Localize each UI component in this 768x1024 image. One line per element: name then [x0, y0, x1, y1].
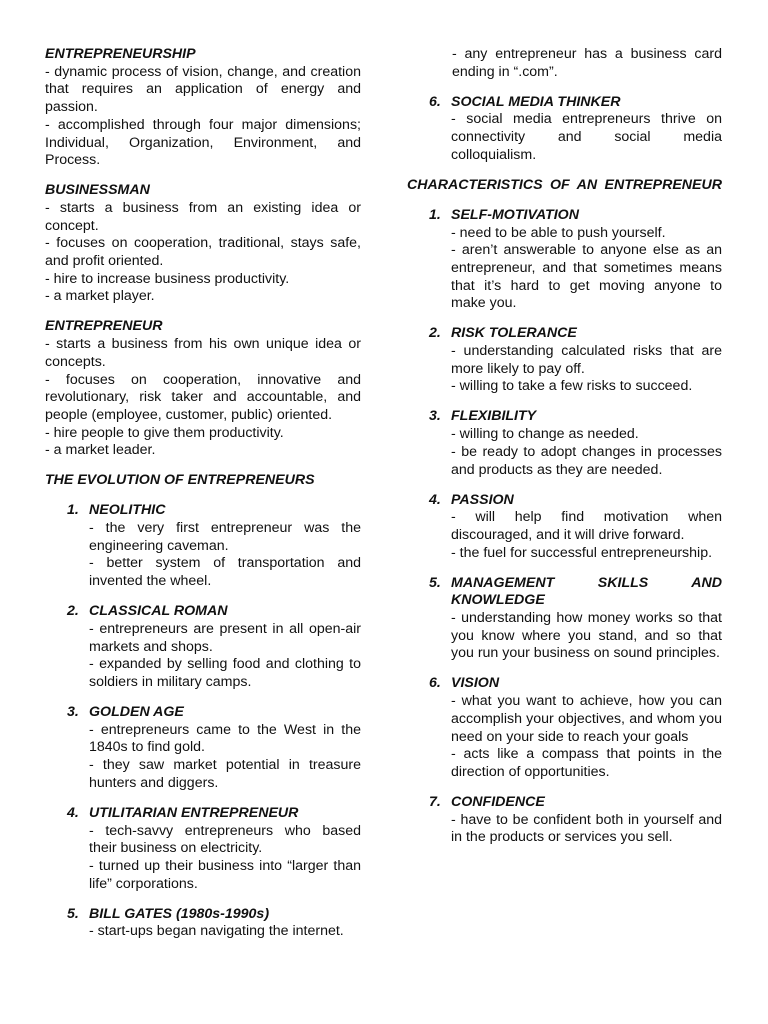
item-number: 5. — [67, 905, 79, 922]
text-line: - expanded by selling food and clothing to soldiers in military camps. — [89, 656, 361, 690]
evolution-list-continued — [429, 94, 722, 165]
item-title: CLASSICAL ROMAN — [89, 603, 228, 620]
item-title: BILL GATES (1980s-1990s) — [89, 905, 270, 922]
section-heading: BUSINESSMAN — [45, 182, 150, 199]
section-heading: ENTREPRENEURSHIP — [45, 46, 196, 62]
list-item — [429, 794, 722, 847]
section-characteristics — [407, 177, 722, 195]
item-number: 2. — [429, 325, 441, 342]
list-item — [429, 325, 722, 396]
text-line: - the very first entrepreneur was the engineering caveman. — [89, 520, 361, 554]
text-line: - start-ups began navigating the internet. — [89, 923, 344, 940]
list-item — [429, 575, 722, 664]
item-number: 2. — [67, 603, 79, 620]
item-number: 4. — [67, 804, 79, 821]
text-line: - acts like a compass that points in the direction of opportunities. — [451, 746, 722, 780]
item-title: NEOLITHIC — [89, 502, 166, 519]
section-heading: ENTREPRENEUR — [45, 318, 163, 335]
item-number: 1. — [429, 206, 441, 223]
item-number: 3. — [67, 703, 79, 720]
text-line: - turned up their business into “larger than life” corporations. — [89, 857, 361, 892]
list-item — [429, 675, 722, 781]
text-line: - need to be able to push yourself. — [451, 224, 666, 241]
list-item — [429, 408, 722, 479]
text-line: - the fuel for successful entrepreneurship. — [451, 544, 713, 561]
item-title: FLEXIBILITY — [451, 408, 537, 425]
text-line: - hire people to give them productivity. — [45, 424, 284, 441]
evolution-list — [67, 502, 361, 941]
text-line: - better system of transportation and invented the wheel. — [89, 555, 361, 590]
item-number: 3. — [429, 408, 441, 425]
continued-text: - any entrepreneur has a business card ending in “.com”. — [452, 46, 722, 80]
list-item — [429, 492, 722, 563]
text-line: - understanding calculated risks that are more likely to pay off. — [451, 343, 722, 377]
text-line: - starts a business from an existing idea or concept. — [45, 199, 361, 234]
text-line: - accomplished through four major dimensions; Individual, Organization, Environment, and Process. — [45, 116, 361, 169]
text-line: - aren’t answerable to anyone else as an entrepreneur, and that sometimes means that it’s hard to get moving anyone to make you. — [451, 242, 722, 312]
item-title: GOLDEN AGE — [89, 703, 184, 720]
text-line: - social media entrepreneurs thrive on connectivity and social media colloquialism. — [451, 111, 722, 163]
section-evolution — [45, 472, 361, 490]
right-column — [407, 46, 722, 859]
list-item — [67, 704, 361, 793]
item-title: UTILITARIAN ENTREPRENEUR — [89, 804, 299, 821]
item-title: SOCIAL MEDIA THINKER — [451, 93, 621, 110]
item-number: 5. — [429, 574, 441, 591]
text-line: - will help find motivation when discouraged, and it will drive forward. — [451, 509, 722, 543]
text-line: - they saw market potential in treasure hunters and diggers. — [89, 757, 361, 791]
text-line: - understanding how money works so that you know where you stand, and so that you run your business on sound principles. — [451, 610, 722, 662]
section-heading: THE EVOLUTION OF ENTREPRENEURS — [45, 472, 315, 489]
text-line: - what you want to achieve, how you can accomplish your objectives, and whom you need on your side to reach your goals — [451, 693, 722, 745]
text-line: - entrepreneurs are present in all open-air markets and shops. — [89, 620, 361, 655]
left-column — [45, 46, 361, 953]
text-line: - have to be confident both in yourself and in the products or services you sell. — [451, 811, 722, 846]
text-line: - willing to take a few risks to succeed. — [451, 378, 693, 395]
item-number: 6. — [429, 93, 441, 110]
item-number: 4. — [429, 491, 441, 508]
list-item — [429, 94, 722, 165]
text-line: - a market player. — [45, 288, 155, 305]
list-item — [429, 207, 722, 313]
text-line: - a market leader. — [45, 442, 156, 459]
text-line: - hire to increase business productivity. — [45, 270, 290, 287]
list-item — [67, 502, 361, 591]
text-line: - focuses on cooperation, innovative and revolutionary, risk taker and accountable, and people (employee, customer, public) oriented. — [45, 371, 361, 423]
item-title: VISION — [451, 675, 500, 692]
item-number: 6. — [429, 675, 441, 692]
text-line: - willing to change as needed. — [451, 426, 639, 443]
list-item — [67, 603, 361, 692]
item-title: SELF-MOTIVATION — [451, 206, 579, 223]
characteristics-list — [429, 207, 722, 847]
text-line: - starts a business from his own unique idea or concepts. — [45, 336, 361, 370]
text-line: - focuses on cooperation, traditional, stays safe, and profit oriented. — [45, 235, 361, 270]
item-title: MANAGEMENT SKILLS AND KNOWLEDGE — [451, 574, 722, 609]
section-entrepreneur — [45, 318, 361, 460]
section-businessman — [45, 182, 361, 306]
text-line: - dynamic process of vision, change, and creation that requires an application of energy and passion. — [45, 63, 361, 116]
item-title: CONFIDENCE — [451, 793, 545, 810]
list-item — [67, 906, 361, 941]
item-number: 7. — [429, 793, 441, 810]
item-title: PASSION — [451, 491, 514, 508]
text-line: - entrepreneurs came to the West in the 1840s to find gold. — [89, 721, 361, 756]
text-line: - be ready to adopt changes in processes and products as they are needed. — [451, 443, 722, 478]
list-item — [67, 805, 361, 894]
section-entrepreneurship — [45, 46, 361, 170]
text-line: - tech-savvy entrepreneurs who based their business on electricity. — [89, 822, 361, 857]
section-heading: CHARACTERISTICS OF AN ENTREPRENEUR — [407, 176, 722, 193]
item-title: RISK TOLERANCE — [451, 325, 577, 342]
item-number: 1. — [67, 502, 79, 519]
